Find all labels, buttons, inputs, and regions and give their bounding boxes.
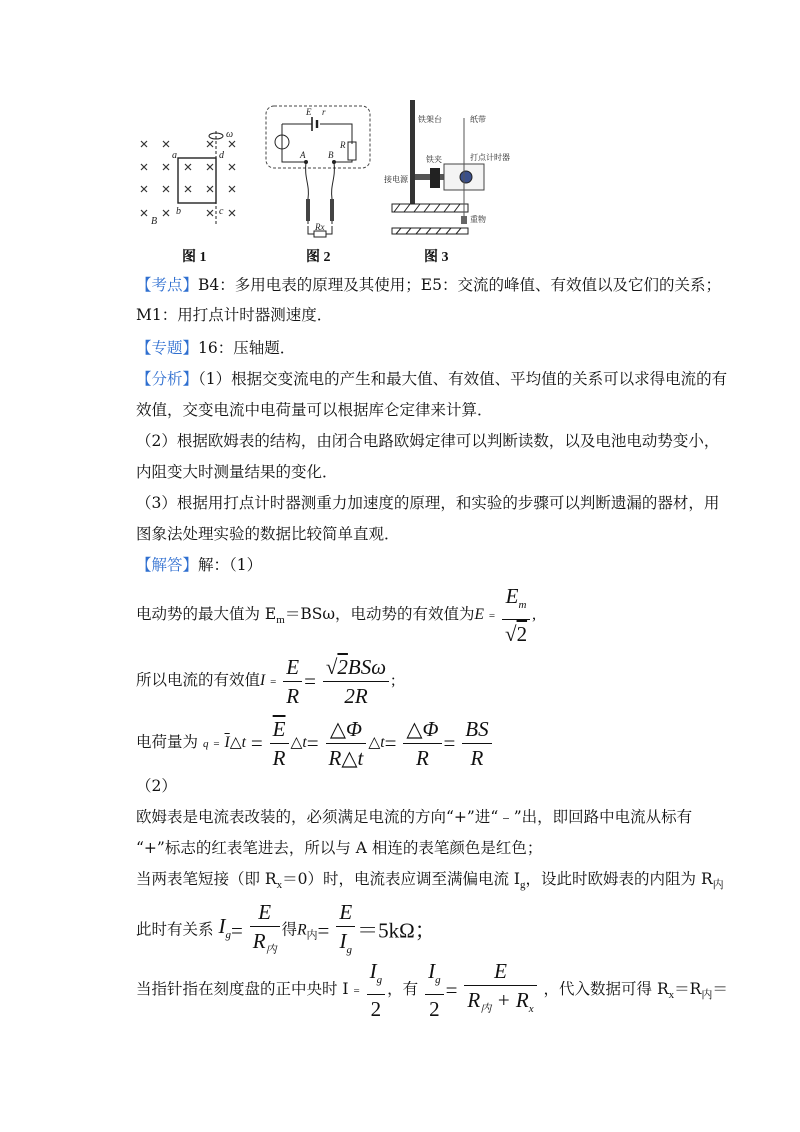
zhuanti-line: 【专题】16：压轴题． xyxy=(136,339,296,357)
svg-text:a: a xyxy=(172,150,177,161)
svg-text:c: c xyxy=(219,206,224,217)
figure-1-magnetic-field-coil xyxy=(136,126,251,236)
svg-text:B: B xyxy=(328,150,334,160)
svg-text:铁架台: 铁架台 xyxy=(418,115,442,124)
figure-row xyxy=(136,98,536,263)
figure-2-ohmmeter-circuit xyxy=(264,104,374,244)
fenxi-line-2: 效值，交变电流中电荷量可以根据库仑定律来计算． xyxy=(136,401,493,419)
current-formula-line: 所以电流的有效值I = $\frac{E}{R}$ = $\frac{\text{√2BSω}}{2R}$ ; xyxy=(136,654,396,708)
relation-formula-line: 此时有关系 $I_g=$ $\frac{E}{R_内}$ 得$R_内=$ $\frac{E}{I_g}$ ＝5kΩ； xyxy=(136,899,436,956)
jieda-tag: 【解答】 xyxy=(136,556,199,574)
figure-3-caption: 图 3 xyxy=(424,250,449,265)
figure-3-timer-apparatus xyxy=(384,98,510,238)
fenxi-tag: 【分析】 xyxy=(136,370,199,388)
figure-2-caption: 图 2 xyxy=(306,250,331,265)
part-2-label: （2） xyxy=(136,777,177,795)
svg-text:b: b xyxy=(176,206,181,217)
svg-text:A: A xyxy=(300,150,306,160)
svg-text:纸带: 纸带 xyxy=(470,115,486,124)
ohm-paragraph-line-2: “+”标志的红表笔进去，所以与 A 相连的表笔颜色是红色； xyxy=(136,839,543,857)
jieda-line: 【解答】解：（1） xyxy=(136,556,263,574)
kaodian-line-1: 【考点】B4：多用电表的原理及其使用；E5：交流的峰值、有效值以及它们的关系； xyxy=(136,276,721,294)
svg-text:接电源: 接电源 xyxy=(384,175,408,184)
center-formula-line: 当指针指在刻度盘的正中央时 I = $\frac{I_g}{2}$ ，有 $\frac{I_g}{2}$ = $\frac{E}{R_内 + R_x}$ ，代入数据可得 $R_x=R_内=$ xyxy=(136,959,728,1022)
svg-text:重物: 重物 xyxy=(470,215,486,224)
effective-emf-fraction: $\frac{E_m}{√2}$ xyxy=(502,583,530,647)
svg-text:打点计时器: 打点计时器 xyxy=(470,153,510,162)
fenxi-line-1: 【分析】（1）根据交变流电的产生和最大值、有效值、平均值的关系可以求得电流的有 xyxy=(136,370,728,388)
svg-text:r: r xyxy=(322,107,326,117)
kaodian-line-2: M1：用打点计时器测速度． xyxy=(136,306,333,324)
kaodian-tag: 【考点】 xyxy=(136,276,199,294)
svg-text:E: E xyxy=(306,107,312,117)
ohm-paragraph-line-1: 欧姆表是电流表改装的，必须满足电流的方向“+”进“﹣”出，即回路中电流从标有 xyxy=(136,808,693,826)
figure-1-caption: 图 1 xyxy=(182,250,207,265)
short-circuit-line: 当两表笔短接（即 $R_x=0$）时，电流表应调至满偏电流 $I_g$，设此时欧姆表的内阻为 $R_内$ xyxy=(136,870,724,892)
zhuanti-tag: 【专题】 xyxy=(136,339,199,357)
emax-formula-line: 电动势的最大值为 $E_m=BS\omega$，电动势的有效值为E = $\frac{E_m}{√2}$ , xyxy=(136,584,536,647)
fenxi-line-3: （2）根据欧姆表的结构，由闭合电路欧姆定律可以判断读数，以及电池电动势变小， xyxy=(136,432,720,450)
fenxi-line-4: 内阻变大时测量结果的变化． xyxy=(136,463,338,481)
svg-text:B: B xyxy=(151,216,158,227)
svg-text:Rx: Rx xyxy=(315,222,325,232)
svg-text:d: d xyxy=(219,150,224,161)
charge-formula-line: 电荷量为 $q = \overline{I}\triangle t$ = $\frac{\overline{E}}{R}$ △t= $\frac{\triangle\Phi}{R\triangle t}$ △t= $\frac{\triangle\Phi}{R}$ = $\frac{BS}{R}$ xyxy=(136,712,494,774)
omega-label: ω xyxy=(226,129,234,140)
svg-text:R: R xyxy=(340,140,346,150)
fenxi-line-5: （3）根据用打点计时器测重力加速度的原理，和实验的步骤可以判断遗漏的器材，用 xyxy=(136,494,720,512)
fenxi-line-6: 图象法处理实验的数据比较简单直观． xyxy=(136,525,400,543)
svg-text:铁夹: 铁夹 xyxy=(426,155,442,164)
